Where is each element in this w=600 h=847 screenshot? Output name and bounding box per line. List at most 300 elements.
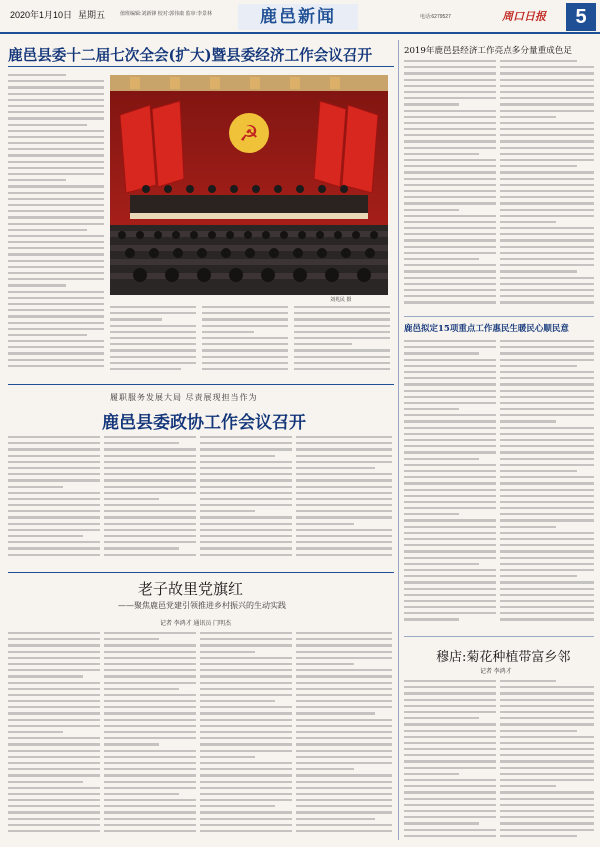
right2-text-column-1 [404,340,496,630]
text-line [404,575,496,577]
text-line [294,343,352,345]
text-line [404,618,459,620]
text-line [104,830,196,832]
text-line [500,791,594,793]
text-line [8,516,100,518]
text-line [500,445,594,447]
text-line [500,544,594,546]
text-line [200,535,292,537]
text-line [500,178,594,180]
text-line [404,736,496,738]
text-line [200,799,292,801]
article2-text-column-1 [8,436,100,562]
article2-text-column-4 [296,436,392,562]
text-line [8,130,104,132]
text-line [404,822,479,824]
text-line [8,124,87,126]
text-line [404,359,496,361]
text-line [500,346,594,348]
text-line [110,362,196,364]
text-line [104,719,196,721]
text-line [294,337,390,339]
text-line [296,535,392,537]
text-line [200,651,255,653]
text-line [500,159,594,161]
text-line [104,799,196,801]
text-line [200,700,275,702]
text-line [404,190,496,192]
editor-credits: 值班编辑:刘新锋 校对:郭伟康 监审:李景林 [120,11,212,17]
text-line [104,467,196,469]
text-line [296,811,392,813]
column-separator [398,40,399,840]
text-line [110,356,196,358]
text-line [200,529,292,531]
right-divider-1 [404,316,594,317]
text-line [296,675,392,677]
text-line [104,731,196,733]
text-line [104,492,196,494]
text-line [404,97,496,99]
text-line [200,824,292,826]
text-line [200,719,292,721]
text-line [404,289,496,291]
text-line [404,680,496,682]
text-line [500,377,594,379]
text-line [8,179,66,181]
text-line [104,824,196,826]
text-line [200,756,255,758]
text-line [200,743,292,745]
text-line [500,227,594,229]
text-line [294,331,390,333]
text-line [500,264,594,266]
text-line [500,60,577,62]
text-line [500,295,594,297]
text-line [8,694,100,696]
text-line [294,349,390,351]
text-line [404,495,496,497]
text-line [500,427,594,429]
text-line [500,451,594,453]
text-line [8,467,100,469]
right1-text-column-2 [500,60,594,310]
text-line [500,723,594,725]
text-line [500,72,594,74]
lead-rule [8,66,394,67]
text-line [8,291,104,293]
text-line [296,688,392,690]
text-line [200,547,292,549]
article2-kicker: 履职服务发展大局 尽责展现担当作为 [110,393,258,402]
text-line [404,458,479,460]
text-line [8,492,100,494]
text-line [8,216,104,218]
text-line [8,154,104,156]
text-line [404,277,496,279]
text-line [104,535,196,537]
text-line [404,699,496,701]
text-line [404,538,496,540]
text-line [500,103,594,105]
text-line [296,799,392,801]
right2-text-column-2 [500,340,594,630]
text-line [500,575,577,577]
text-line [294,368,390,370]
text-line [404,439,496,441]
text-line [404,427,496,429]
text-line [8,523,100,525]
text-line [200,787,292,789]
text-line [8,479,100,481]
text-line [296,554,392,556]
text-line [500,804,594,806]
text-line [104,750,196,752]
article3-subhead: ——聚焦鹿邑党建引领推进乡村振兴的生动实践 [118,601,286,610]
text-line [8,74,66,76]
text-line [404,346,496,348]
svg-text:☭: ☭ [239,122,259,147]
text-line [296,461,392,463]
text-line [200,436,292,438]
masthead [0,0,600,34]
text-line [500,569,594,571]
text-line [296,737,392,739]
text-line [200,455,275,457]
text-line [104,523,196,525]
text-line [500,196,594,198]
text-line [8,136,104,138]
text-line [404,283,496,285]
text-line [110,349,196,351]
text-line [8,253,104,255]
text-line [8,657,100,659]
text-line [8,756,100,758]
text-line [104,700,196,702]
text-line [8,455,100,457]
article3-headline: 老子故里党旗红 [138,580,244,598]
text-line [404,171,496,173]
text-line [500,507,594,509]
text-line [404,352,479,354]
text-line [500,246,594,248]
text-line [404,128,496,130]
text-line [104,787,196,789]
text-line [500,340,594,342]
text-line [110,325,196,327]
text-line [404,420,496,422]
text-line [404,594,496,596]
text-line [500,699,594,701]
text-line [202,306,288,308]
text-line [104,473,196,475]
text-line [296,541,392,543]
text-line [404,60,496,62]
text-line [500,513,594,515]
text-line [202,312,288,314]
text-line [500,97,594,99]
text-line [104,774,196,776]
text-line [404,66,496,68]
text-line [8,725,100,727]
text-line [104,669,196,671]
text-line [8,787,100,789]
text-line [500,618,594,620]
text-line [500,810,594,812]
text-line [404,482,496,484]
text-line [404,390,496,392]
text-line [500,519,594,521]
text-line [8,737,100,739]
text-line [500,785,556,787]
text-line [296,547,392,549]
text-line [500,359,594,361]
text-line [500,371,594,373]
text-line [500,301,594,303]
section-divider-2 [8,572,394,573]
text-line [404,85,496,87]
text-line [200,504,292,506]
text-line [296,516,392,518]
text-line [104,541,196,543]
text-line [500,458,594,460]
text-line [296,486,392,488]
text-line [500,612,594,614]
text-line [8,284,66,286]
text-line [8,142,104,144]
right1-text-column-1 [404,60,496,310]
text-line [8,824,100,826]
text-line [296,492,392,494]
text-line [404,835,496,837]
right2-headline: 鹿邑拟定15项重点工作惠民生暖民心顺民意 [404,324,569,334]
text-line [8,774,100,776]
text-line [404,563,479,565]
text-line [8,811,100,813]
text-line [500,153,594,155]
text-line [296,762,392,764]
text-line [104,498,159,500]
text-line [296,473,392,475]
text-line [296,442,392,444]
text-line [200,712,292,714]
text-line [404,544,496,546]
text-line [296,657,392,659]
text-line [8,185,104,187]
text-line [500,233,594,235]
text-line [404,507,496,509]
text-line [404,550,496,552]
text-line [296,644,392,646]
article2-text-column-2 [104,436,196,562]
text-line [8,731,63,733]
text-line [404,767,496,769]
text-line [296,805,392,807]
text-line [296,467,375,469]
text-line [200,731,292,733]
text-line [404,804,496,806]
text-line [500,798,594,800]
text-line [500,550,594,552]
text-line [404,295,496,297]
right3-byline: 记者 李鸿才 [480,669,512,675]
text-line [8,750,100,752]
text-line [110,318,162,320]
text-line [8,663,100,665]
text-line [8,830,100,832]
text-line [8,198,104,200]
text-line [500,408,594,410]
text-line [500,779,594,781]
text-line [500,215,594,217]
text-line [200,675,292,677]
text-line [500,730,577,732]
text-line [296,731,392,733]
text-line [200,467,292,469]
text-line [8,688,100,690]
text-line [404,501,496,503]
text-line [200,793,292,795]
text-line [500,736,594,738]
lead-text-column-4 [294,306,390,376]
text-line [404,270,496,272]
text-line [200,632,292,634]
text-line [500,748,594,750]
text-line [404,116,496,118]
text-line [500,816,594,818]
text-line [200,694,292,696]
text-line [404,513,459,515]
text-line [500,717,594,719]
right-divider-2 [404,636,594,637]
text-line [104,805,196,807]
issue-weekday: 星期五 [78,10,106,20]
text-line [200,461,292,463]
text-line [404,742,496,744]
text-line [8,768,100,770]
text-line [296,448,392,450]
text-line [500,402,594,404]
text-line [296,523,354,525]
text-line [104,762,196,764]
issue-date: 2020年1月10日 [10,10,73,20]
text-line [8,743,100,745]
text-line [404,686,496,688]
text-line [202,368,288,370]
text-line [500,600,594,602]
text-line [404,464,496,466]
text-line [294,318,390,320]
text-line [200,541,292,543]
text-line [296,787,392,789]
text-line [404,791,496,793]
text-line [296,436,392,438]
text-line [404,717,479,719]
text-line [8,99,104,101]
text-line [104,675,196,677]
text-line [500,122,594,124]
text-line [202,325,288,327]
meeting-photo [110,75,388,295]
text-line [500,190,594,192]
text-line [8,781,83,783]
text-line [104,442,179,444]
text-line [200,663,292,665]
text-line [404,606,496,608]
text-line [200,448,292,450]
text-line [404,785,496,787]
text-line [500,116,556,118]
text-line [500,85,594,87]
text-line [200,516,292,518]
text-line [404,829,496,831]
text-line [404,760,496,762]
text-line [200,638,292,640]
text-line [404,489,496,491]
text-line [296,725,392,727]
text-line [500,680,556,682]
text-line [200,750,292,752]
right3-headline: 穆店:菊花种植带富乡邻 [436,650,571,665]
text-line [8,805,100,807]
phone-number: 电话:6279527 [420,14,451,20]
text-line [404,221,496,223]
text-line [8,541,100,543]
text-line [8,799,100,801]
text-line [8,80,104,82]
text-line [104,725,196,727]
text-line [404,748,496,750]
text-line [110,343,196,345]
text-line [404,371,496,373]
text-line [8,461,100,463]
text-line [404,581,496,583]
text-line [500,66,594,68]
text-line [500,482,594,484]
text-line [200,669,292,671]
text-line [296,479,392,481]
text-line [500,495,594,497]
photo-caption: 刘兆民 摄 [330,297,352,303]
text-line [104,486,196,488]
text-line [404,414,496,416]
text-line [104,516,196,518]
text-line [8,315,104,317]
text-line [202,362,288,364]
text-line [404,239,496,241]
text-line [8,700,100,702]
text-line [8,529,100,531]
text-line [104,793,179,795]
text-line [8,173,104,175]
article2-headline: 鹿邑县委政协工作会议召开 [102,413,306,433]
text-line [8,644,100,646]
text-line [404,377,496,379]
text-line [8,504,100,506]
text-line [404,519,496,521]
text-line [500,147,594,149]
text-line [8,486,63,488]
text-line [200,523,292,525]
text-line [104,781,196,783]
text-line [500,270,577,272]
lead-headline: 鹿邑县委十二届七次全会(扩大)暨县委经济工作会议召开 [8,47,373,64]
text-line [500,202,594,204]
text-line [296,510,392,512]
text-line [404,159,496,161]
text-line [296,529,392,531]
article3-byline: 记者 李鸿才 通讯员 门明杰 [160,621,232,627]
